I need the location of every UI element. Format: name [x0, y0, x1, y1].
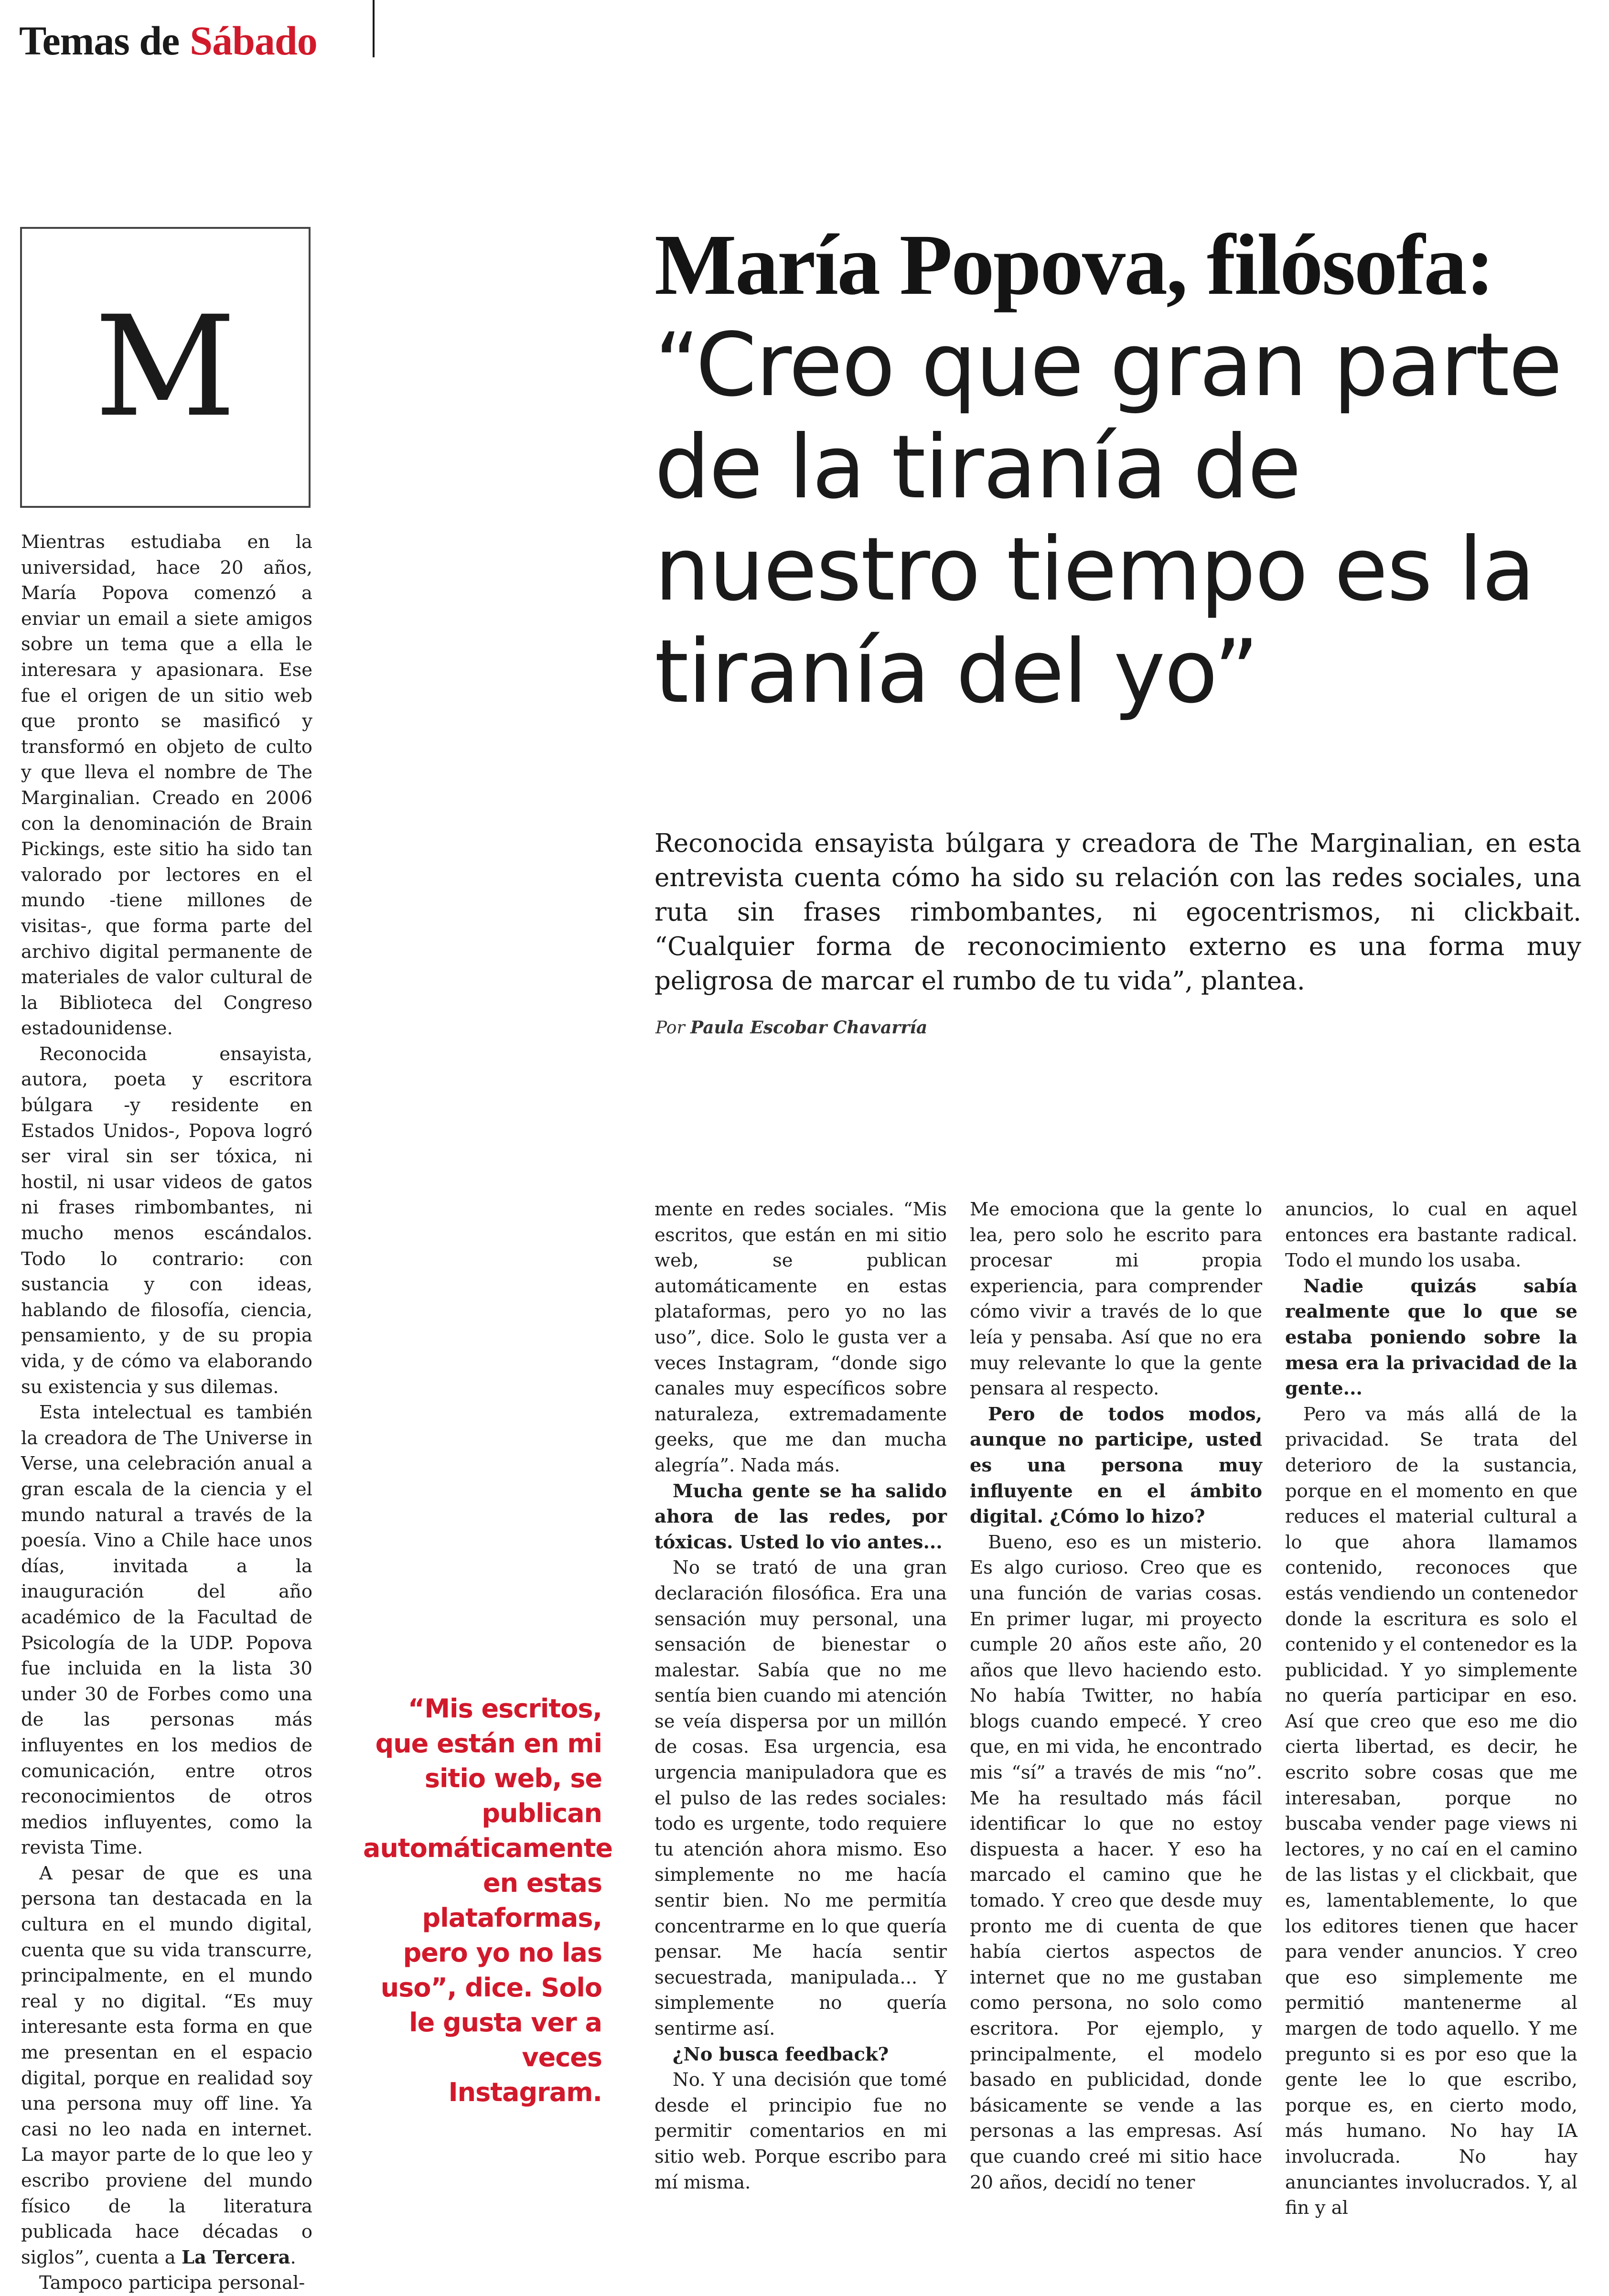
pull-quote: “Mis escritos, que están en mi sitio web, se publican automáticamente en estas plataformas, pero yo no las uso”, dice. Solo le gusta ver a veces Instagram. — [363, 1694, 613, 2107]
headline — [654, 217, 1591, 723]
paragraph: Pero va más allá de la privacidad. Se trata del deterioro de la sustancia, porque en el momento en que reduces el material cultural a lo que ahora llamamos contenido, reconoces que estás vendiendo un contenedor donde la escritura es solo el contenido y el contenedor es la publicidad. Y yo simplemente no quería participar en eso. Así que creo que eso me dio cierta libertad, es decir, he escrito sobre cosas que me interesaban, porque no buscaba vender page views ni lectores, y no caí en el camino de las listas y el clickbait, que es, lamentablemente, lo que los editores tienen que hacer para vender anuncios. Y creo que eso simplemente me permitió mantenerme al margen de todo aquello. Y me pregunto si es por eso que la gente lee lo que escribo, porque es, en cierto modo, más humano. No hay IA involucrada. No hay anunciantes involucrados. Y, al fin y al — [1285, 1403, 1577, 2219]
paragraph-text: A pesar de que es una persona tan destacada en la cultura en el mundo digital, cuenta que su vida transcurre, principalmente, en el mundo real y no digital. “Es muy interesante esta forma en que me presentan en el espacio digital, porque en realidad soy una persona muy off line. Ya casi no leo nada en internet. La mayor parte de lo que leo y escribo proviene del mundo físico de la literatura publicada hace décadas o siglos”, cuenta a — [21, 1862, 312, 2268]
section-title-accent: Sábado — [190, 18, 317, 64]
headline-name: María Popova, filósofa: — [654, 217, 1493, 313]
interview-question: Pero de todos modos, aunque no participe, usted es una persona muy influyente en el ámbito digital. ¿Cómo lo hizo? — [970, 1403, 1262, 1528]
newspaper-name: La Tercera — [181, 2246, 290, 2268]
interview-question: ¿No busca feedback? — [673, 2043, 889, 2065]
byline — [655, 1018, 927, 1038]
article-column-2 — [654, 1197, 947, 2195]
paragraph: Mientras estudiaba en la universidad, hace 20 años, María Popova comenzó a enviar un email a siete amigos sobre un tema que a ella le interesara y apasionara. Ese fue el origen de un sitio web que pronto se masificó y transformó en objeto de culto y que lleva el nombre de The Marginalian. Creado en 2006 con la denominación de Brain Pickings, este sitio ha sido tan valorado por lectores en el mundo -tiene millones de visitas-, que forma parte del archivo digital permanente de materiales de valor cultural de la Biblioteca del Congreso estadounidense. — [21, 531, 312, 1040]
paragraph: No. Y una decisión que tomé desde el principio fue no permitir comentarios en mi sitio web. Porque escribo para mí misma. — [654, 2069, 947, 2193]
interview-question: Mucha gente se ha salido ahora de las redes, por tóxicas. Usted lo vio antes... — [654, 1480, 947, 1553]
interview-question: Nadie quizás sabía realmente que lo que se estaba poniendo sobre la mesa era la privacidad de la gente... — [1285, 1275, 1577, 1400]
article-column-1 — [21, 529, 312, 2296]
paragraph — [21, 1861, 312, 2271]
paragraph: Me emociona que la gente lo lea, pero solo he escrito para procesar mi propia experiencia, para comprender cómo vivir a través de lo que leía y pensaba. Así que no era muy relevante lo que la gente pensara al respecto. — [970, 1199, 1262, 1400]
byline-author: Paula Escobar Chavarría — [690, 1018, 928, 1038]
paragraph: mente en redes sociales. “Mis escritos, que están en mi sitio web, se publican automáticamente en estas plataformas, pero yo no las uso”, dice. Solo le gusta ver a veces Instagram, “donde sigo canales muy específicos sobre naturaleza, extremadamente geeks, que me dan mucha alegría”. Nada más. — [654, 1199, 947, 1476]
section-title: Temas de — [19, 18, 180, 64]
paragraph: Bueno, eso es un misterio. Es algo curioso. Creo que es una función de varias cosas. En primer lugar, mi proyecto cumple 20 años este año, 20 años que llevo haciendo esto. No había Twitter, no había blogs cuando empecé. Y creo que, en mi vida, he encontrado mis “sí” a través de mis “no”. Me ha resultado más fácil identificar lo que no estoy dispuesta a hacer. Y eso ha marcado el camino que he tomado. Y creo que desde muy pronto me di cuenta de que había ciertos aspectos de internet que no me gustaban como persona, no solo como escritora. Por ejemplo, y principalmente, el modelo basado en publicidad, donde básicamente se vende a las personas a las empresas. Así que cuando creé mi sitio hace 20 años, decidí no tener — [970, 1531, 1262, 2193]
article-column-3 — [970, 1197, 1262, 2195]
paragraph: Reconocida ensayista, autora, poeta y escritora búlgara -y residente en Estados Unidos-, Popova logró ser viral sin ser tóxica, ni hostil, ni usar videos de gatos ni frases rimbombantes, ni mucho menos escándalos. Todo lo contrario: con sustancia y con ideas, hablando de filosofía, ciencia, pensamiento, y de su propia vida, y de cómo va elaborando su existencia y sus dilemas. — [21, 1043, 312, 1398]
section-header — [19, 14, 317, 67]
paragraph-end: . — [290, 2246, 296, 2268]
paragraph: anuncios, lo cual en aquel entonces era bastante radical. Todo el mundo los usaba. — [1285, 1199, 1577, 1272]
paragraph: No se trató de una gran declaración filosófica. Era una sensación muy personal, una sensación de bienestar o malestar. Sabía que no me sentía bien cuando mi atención se veía dispersa por un millón de cosas. Esa urgencia, esa urgencia manipuladora que es el pulso de las redes sociales: todo es urgente, todo requiere tu atención ahora mismo. Eso simplemente no me hacía sentir bien. No me permitía concentrarme en lo que quería pensar. Me hacía sentir secuestrada, manipulada... Y simplemente no quería sentirme así. — [654, 1557, 947, 2039]
article-column-4 — [1285, 1197, 1577, 2221]
byline-prefix: Por — [655, 1018, 685, 1038]
initial-letter: M — [94, 287, 236, 448]
initial-letter-box — [20, 227, 311, 508]
header-divider — [373, 0, 375, 57]
paragraph: Tampoco participa personal- — [39, 2272, 305, 2294]
headline-quote: “Creo que gran parte de la tiranía de nuestro tiempo es la tiranía del yo” — [654, 314, 1562, 723]
paragraph: Esta intelectual es también la creadora de The Universe in Verse, una celebración anual a gran escala de la ciencia y el mundo natural a través de la poesía. Vino a Chile hace unos días, invitada a la inauguración del año académico de la Facultad de Psicología de la UDP. Popova fue incluida en la lista 30 under 30 de Forbes como una de las personas más influyentes en los medios de comunicación, entre otros reconocimientos de otros medios influyentes, como la revista Time. — [21, 1402, 312, 1859]
lead-paragraph: Reconocida ensayista búlgara y creadora de The Marginalian, en esta entrevista cuenta cómo ha sido su relación con las redes sociales, una ruta sin frases rimbombantes, ni egocentrismos, ni clickbait. “Cualquier forma de reconocimiento externo es una forma muy peligrosa de marcar el rumbo de tu vida”, plantea. — [654, 829, 1581, 996]
